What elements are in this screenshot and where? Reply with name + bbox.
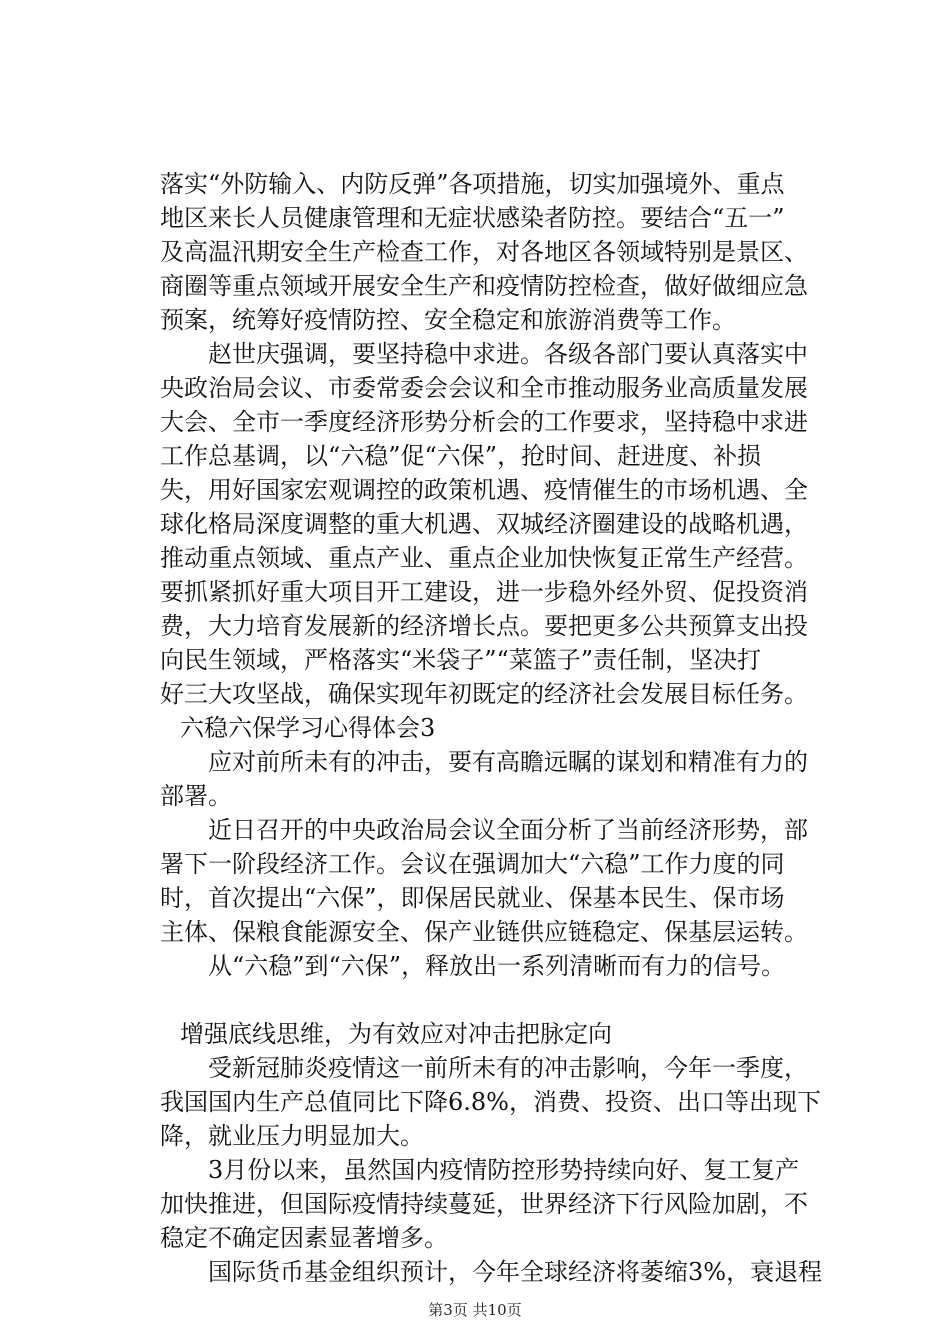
text-line: 失，用好国家宏观调控的政策机遇、疫情催生的市场机遇、全 xyxy=(160,476,808,504)
text-line: 降，就业压力明显加大。 xyxy=(160,1122,424,1150)
text-line: 主体、保粮食能源安全、保产业链供应链稳定、保基层运转。 xyxy=(160,918,808,946)
text-line: 工作总基调，以“六稳”促“六保”，抢时间、赶进度、补损 xyxy=(160,442,762,470)
text-line: 费，大力培育发展新的经济增长点。要把更多公共预算支出投 xyxy=(160,612,808,640)
text-line: 赵世庆强调，要坚持稳中求进。各级各部门要认真落实中 xyxy=(208,340,808,368)
text-line: 署下一阶段经济工作。会议在强调加大“六稳”工作力度的同 xyxy=(160,850,785,878)
text-line: 时，首次提出“六保”，即保居民就业、保基本民生、保市场 xyxy=(160,884,785,912)
text-line: 3月份以来，虽然国内疫情防控形势持续向好、复工复产 xyxy=(208,1156,800,1184)
text-line: 要抓紧抓好重大项目开工建设，进一步稳外经外贸、促投资消 xyxy=(160,578,808,606)
text-line: 央政治局会议、市委常委会会议和全市推动服务业高质量发展 xyxy=(160,374,808,402)
text-line: 落实“外防输入、内防反弹”各项措施，切实加强境外、重点 xyxy=(160,170,785,198)
section-heading: 增强底线思维，为有效应对冲击把脉定向 xyxy=(180,1020,612,1048)
text-line: 应对前所未有的冲击，要有高瞻远瞩的谋划和精准有力的 xyxy=(208,748,808,776)
section-heading: 六稳六保学习心得体会3 xyxy=(180,714,436,742)
text-line: 国际货币基金组织预计，今年全球经济将萎缩3%，衰退程 xyxy=(208,1258,823,1286)
text-line: 地区来长人员健康管理和无症状感染者防控。要结合“五一” xyxy=(160,204,785,232)
text-line: 球化格局深度调整的重大机遇、双城经济圈建设的战略机遇， xyxy=(160,510,808,538)
page-number-footer: 第3页 共10页 xyxy=(428,1301,522,1319)
text-line: 推动重点领域、重点产业、重点企业加快恢复正常生产经营。 xyxy=(160,544,808,572)
text-line: 预案，统筹好疫情防控、安全稳定和旅游消费等工作。 xyxy=(160,306,736,334)
text-line: 部署。 xyxy=(160,782,232,810)
text-line: 商圈等重点领域开展安全生产和疫情防控检查，做好做细应急 xyxy=(160,272,808,300)
text-line: 好三大攻坚战，确保实现年初既定的经济社会发展目标任务。 xyxy=(160,680,808,708)
text-line: 大会、全市一季度经济形势分析会的工作要求，坚持稳中求进 xyxy=(160,408,808,436)
text-line: 向民生领域，严格落实“米袋子”“菜篮子”责任制，坚决打 xyxy=(160,646,762,674)
text-line: 近日召开的中央政治局会议全面分析了当前经济形势，部 xyxy=(208,816,808,844)
text-line: 稳定不确定因素显著增多。 xyxy=(160,1224,448,1252)
text-line: 及高温汛期安全生产检查工作，对各地区各领域特别是景区、 xyxy=(160,238,808,266)
text-line: 加快推进，但国际疫情持续蔓延，世界经济下行风险加剧，不 xyxy=(160,1190,808,1218)
text-line: 受新冠肺炎疫情这一前所未有的冲击影响，今年一季度， xyxy=(208,1054,808,1082)
text-line: 我国国内生产总值同比下降6.8%，消费、投资、出口等出现下 xyxy=(160,1088,821,1116)
text-line: 从“六稳”到“六保”，释放出一系列清晰而有力的信号。 xyxy=(208,952,786,980)
